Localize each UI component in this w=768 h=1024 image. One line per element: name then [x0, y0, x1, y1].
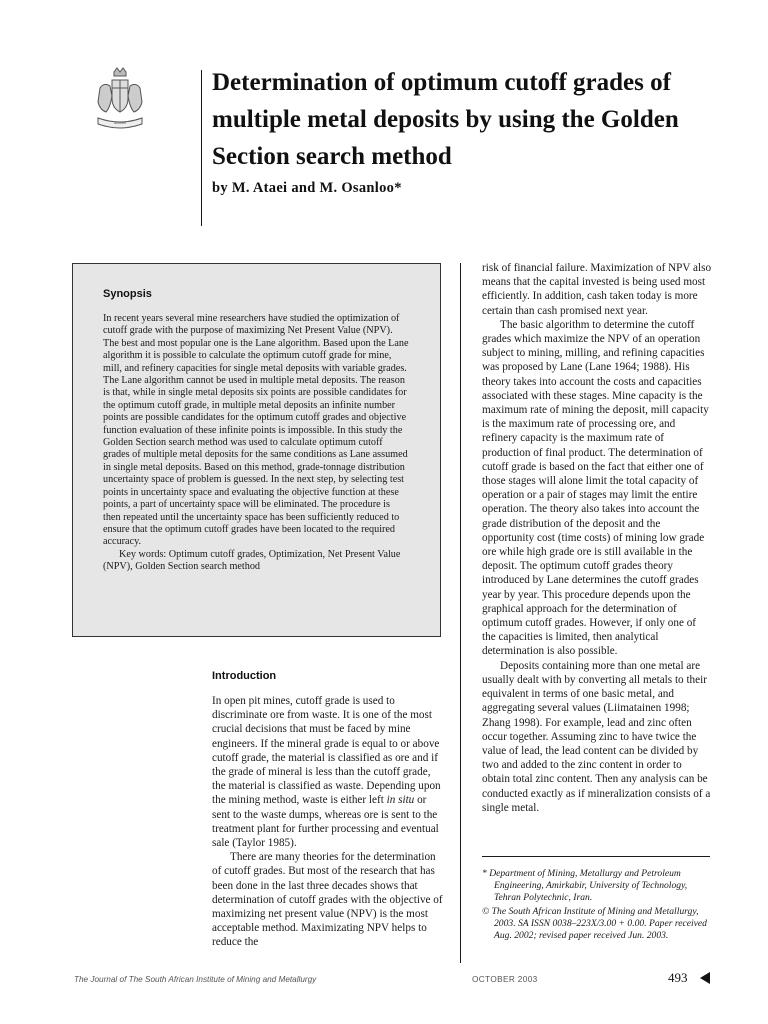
introduction-paragraph-1: In open pit mines, cutoff grade is used to discriminate ore from waste. It is one of the most crucial decisions that must be faced by mine engineers. If the mineral grade is equal to or above cutoff grade, the material is classified as ore and if the grade of mineral is less than the cutoff grade, the material is classified as waste. Depending upon the mining method, waste is either left in situ or sent to the waste dumps, whereas ore is sent to the treatment plant for further processing and eventual sale (Taylor 1985).: [212, 695, 441, 850]
footer-date: OCTOBER 2003: [472, 975, 538, 984]
synopsis-body: In recent years several mine researchers have studied the optimization of cutoff grade with the purpose of maximizing Net Present Value (NPV). The best and most popular one is the Lane algorithm. Based upon the Lane algorithm it is possible to calculate the optimum cutoff grade for mine, mill, and refinery capacities for single metal deposits with variable grades. The Lane algorithm cannot be used in multiple metal deposits. The reason is that, while in single metal deposits six points are possible candidates for the optimum cutoff grade, in multiple metal deposits an infinite number points are possible candidates for the optimum cutoff grades and objective function evaluation of these infinite points is impossible. In this study the Golden Section search method was used to calculate optimum cutoff grades of multiple metal deposits for the same conditions as Lane assumed in single metal deposits. Based on this method, grade-tonnage distribution uncertainty space of problem is guessed. In the next step, by selecting test points in uncertainty space and evaluating the objective function at these points, a part of uncertainty space will be eliminated. The procedure is then repeated until the uncertainty space has been sufficiently reduced to ensure that the optimum cutoff grades have been located to the required accuracy.: [103, 313, 409, 548]
introduction-paragraph-2: There are many theories for the determination of cutoff grades. But most of the research that has been done in the last three decades shows that determination of cutoff grades with the objective of maximizing net present value (NPV) is the most acceptable method. Maximizating NPV helps to reduce the: [212, 851, 443, 949]
introduction-heading: Introduction: [212, 670, 277, 682]
right-column: [482, 261, 712, 815]
footnote-rule: [482, 856, 710, 857]
right-paragraph-1: risk of financial failure. Maximization of NPV also means that the capital invested is being used most efficiently. In addition, cash taken today is more certain than cash promised next year.: [482, 262, 712, 317]
affiliation-footnote: * Department of Mining, Metallurgy and Petroleum Engineering, Amirkabir, University of Technology, Tehran Polytechnic, Iran.: [482, 868, 688, 903]
authors: by M. Ataei and M. Osanloo*: [212, 180, 402, 196]
svg-text:SAIMM: SAIMM: [113, 121, 127, 125]
page-arrow-icon: [700, 972, 710, 984]
introduction-column: [212, 670, 444, 950]
synopsis-box: [72, 263, 441, 637]
page-number: 493: [668, 970, 688, 985]
copyright-footnote: © The South African Institute of Mining and Metallurgy, 2003. SA ISSN 0038–223X/3.00 + 0.00. Paper received Aug. 2002; revised paper received Jun. 2003.: [482, 906, 707, 941]
column-divider: [460, 263, 461, 963]
right-paragraph-3: Deposits containing more than one metal are usually dealt with by converting all metals to their equivalent in terms of one basic metal, and aggregating several values (Liimatainen 1998; Zhang 1998). For example, lead and zinc often occur together. Assuming zinc to have twice the value of lead, the lead content can be divided by two and added to the zinc content in order to obtain total zinc content. Then any analysis can be conducted exactly as if mineralization consists of a single metal.: [482, 659, 711, 814]
footer-journal-name: The Journal of The South African Institute of Mining and Metallurgy: [74, 975, 317, 984]
footnotes: [482, 868, 714, 944]
saimm-coat-of-arms-icon: [94, 66, 146, 134]
right-paragraph-2: The basic algorithm to determine the cutoff grades which maximize the NPV of an operation subject to mining, milling, and refining capacities was proposed by Lane (Lane 1964; 1988). His theory takes into account the costs and capacities associated with these stages. Mine capacity is the maximum rate of mining the deposit, mill capacity is the maximum rate of processing ore, and refinery capacity is the maximum rate of production of final product. The determination of cutoff grade is based on the fact that either one of those stages will alone limit the total capacity of operation or a pair of stages may limit the entire operation. The theory also takes into account the grade distribution of the deposit and the opportunity cost (time costs) of mining low grade ore while high grade ore is still available in the deposit. The optimum cutoff grades theory introduced by Lane determines the cutoff grades year by year. This procedure depends upon the graphical approach for the determination of optimum cutoff grades. However, if only one of the capacities is limited, then analytical determination is also possible.: [482, 318, 709, 658]
paper-title: Determination of optimum cutoff grades of multiple metal deposits by using the Golden Section search method: [212, 69, 679, 170]
keywords: Key words: Optimum cutoff grades, Optimization, Net Present Value (NPV), Golden Section search method: [103, 548, 401, 573]
title-divider: [201, 70, 202, 226]
synopsis-heading: Synopsis: [103, 288, 152, 300]
